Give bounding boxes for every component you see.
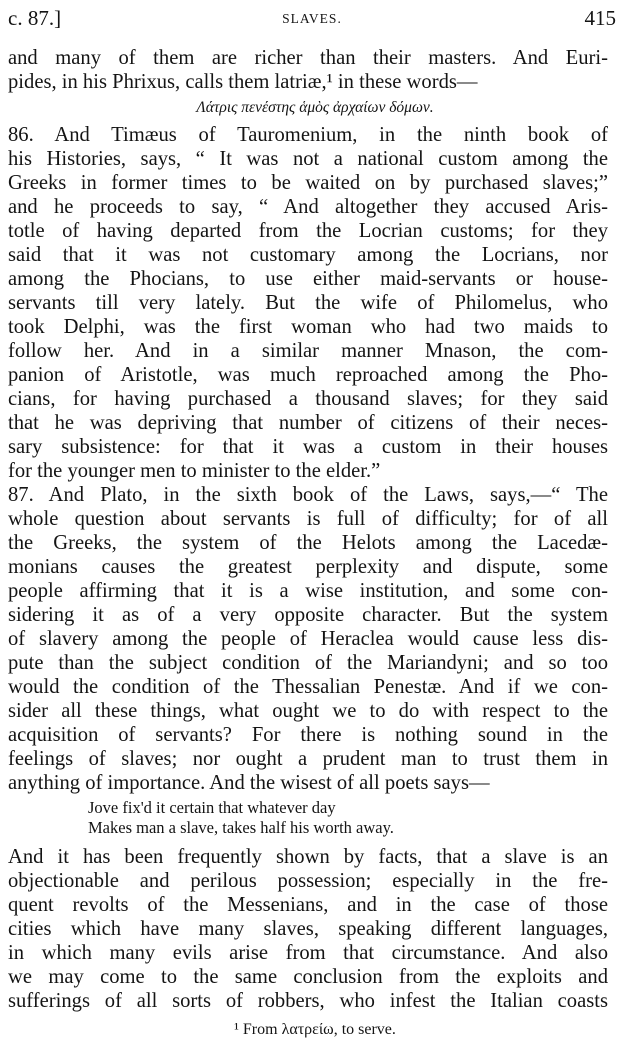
greek-quote: Λάτρις πενέστης ἁμὸς ἀρχαίων δόμων. [196, 99, 434, 116]
text-line: the Greeks, the system of the Helots among the Lacedæ- [8, 532, 608, 554]
text-line: pides, in his Phrixus, calls them latriæ,¹ in these words— [8, 71, 478, 93]
text-line: sidering it as of a very opposite character. But the system [8, 604, 608, 626]
running-header [8, 6, 616, 32]
text-line: took Delphi, was the first woman who had two maids to [8, 316, 608, 338]
text-line: sufferings of all sorts of robbers, who infest the Italian coasts [8, 990, 608, 1012]
text-line: anything of importance. And the wisest of all poets says— [8, 772, 490, 794]
text-line: and he proceeds to say, “ And altogether they accused Aris- [8, 196, 608, 218]
text-line: feelings of slaves; nor ought a prudent man to trust them in [8, 748, 608, 770]
text-line: follow her. And in a similar manner Mnason, the com- [8, 340, 608, 362]
text-line: panion of Aristotle, was much reproached among the Pho- [8, 364, 608, 386]
text-line: that he was depriving that number of citizens of their neces- [8, 412, 608, 434]
text-line: people affirming that it is a wise institution, and some con- [8, 580, 608, 602]
text-line: his Histories, says, “ It was not a national custom among the [8, 148, 608, 170]
verse-line: Makes man a slave, takes half his worth away. [88, 818, 394, 837]
text-line: we may come to the same conclusion from the exploits and [8, 966, 608, 988]
text-line: Greeks in former times to be waited on by purchased slaves;” [8, 172, 608, 194]
paragraph-87-line: 87. And Plato, in the sixth book of the Laws, says,—“ The [8, 484, 608, 506]
text-line: and many of them are richer than their masters. And Euri- [8, 47, 608, 69]
text-line: And it has been frequently shown by facts, that a slave is an [8, 846, 608, 868]
text-line: for the younger men to minister to the elder.” [8, 460, 381, 482]
section-reference: c. 87.] [8, 6, 62, 30]
text-line: totle of having departed from the Locrian customs; for they [8, 220, 608, 242]
text-line: of slavery among the people of Heraclea would cause less dis- [8, 628, 608, 650]
text-line: sider all these things, what ought we to do with respect to the [8, 700, 608, 722]
text-line: cians, for having purchased a thousand slaves; for they said [8, 388, 608, 410]
page-number: 415 [584, 6, 616, 30]
text-line: quent revolts of the Messenians, and in the case of those [8, 894, 608, 916]
text-line: servants till very lately. But the wife of Philomelus, who [8, 292, 608, 314]
text-line: said that it was not customary among the Locrians, nor [8, 244, 608, 266]
text-line: whole question about servants is full of difficulty; for of all [8, 508, 608, 530]
verse-line: Jove fix'd it certain that whatever day [88, 798, 336, 817]
paragraph-86-line: 86. And Timæus of Tauromenium, in the ninth book of [8, 124, 608, 146]
text-line: in which many evils arise from that circumstance. And also [8, 942, 608, 964]
text-line: monians causes the greatest perplexity and dispute, some [8, 556, 608, 578]
text-line: would the condition of the Thessalian Penestæ. And if we con- [8, 676, 608, 698]
text-line: among the Phocians, to use either maid-servants or house- [8, 268, 608, 290]
text-line: sary subsistence: for that it was a custom in their houses [8, 436, 608, 458]
text-line: pute than the subject condition of the Mariandyni; and so too [8, 652, 608, 674]
footnote: ¹ From λατρείω, to serve. [234, 1021, 396, 1038]
text-line: objectionable and perilous possession; especially in the fre- [8, 870, 608, 892]
text-line: cities which have many slaves, speaking different languages, [8, 918, 608, 940]
text-line: acquisition of servants? For there is nothing sound in the [8, 724, 608, 746]
running-title: SLAVES. [282, 11, 342, 26]
